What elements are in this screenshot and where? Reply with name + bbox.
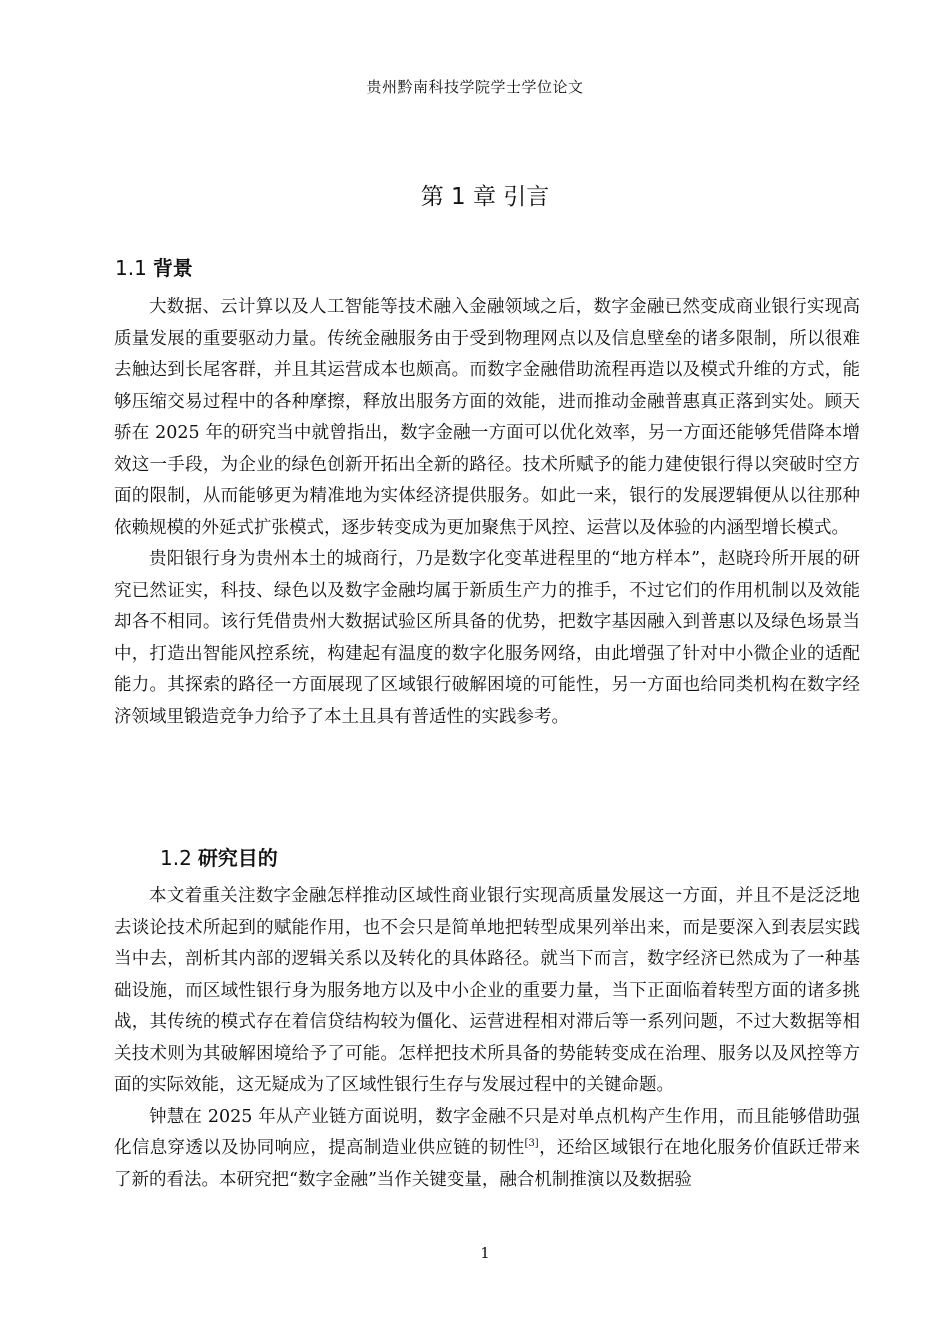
running-header: 贵州黔南科技学院学士学位论文: [366, 78, 584, 96]
citation-reference: [3]: [524, 1138, 539, 1149]
paragraph-text: 钟慧在 2025 年从产业链方面说明，数字金融不只是对单点机构产生作用，而且能够借助强化信息穿透以及协同响应，提高制造业供应链的韧性: [114, 1106, 860, 1158]
paragraph: 大数据、云计算以及人工智能等技术融入金融领域之后，数字金融已然变成商业银行实现高质量发展的重要驱动力量。传统金融服务由于受到物理网点以及信息壁垒的诸多限制，所以很难去触达到长尾客群，并且其运营成本也颇高。而数字金融借助流程再造以及模式升维的方式，能够压缩交易过程中的各种摩擦，释放出服务方面的效能，进而推动金融普惠真正落到实处。顾天骄在 2025 年的研究当中就曾指出，数字金融一方面可以优化效率，另一方面还能够凭借降本增效这一手段，为企业的绿色创新开拓出全新的路径。技术所赋予的能力建使银行得以突破时空方面的限制，从而能够更为精准地为实体经济提供服务。如此一来，银行的发展逻辑便从以往那种依赖规模的外延式扩张模式，逐步转变成为更加聚焦于风控、运营以及体验的内涵型增长模式。: [114, 297, 860, 538]
section-number: 1.2: [160, 846, 192, 870]
section-heading-purpose: [160, 842, 278, 871]
section-title: 研究目的: [197, 846, 278, 870]
section-heading-background: [115, 252, 193, 281]
chapter-title: 第 1 章 引言: [420, 184, 550, 210]
paragraph-text: ，还给区域银行在地化服务价值跃迁带来了新的看法。本研究把“数字金融”当作关键变量，融合机制推演以及数据验: [114, 1138, 861, 1190]
section-number: 1.1: [115, 256, 147, 280]
paragraph-with-citation: [114, 1102, 860, 1197]
section-body-background: [114, 292, 860, 733]
paragraph: 本文着重关注数字金融怎样推动区域性商业银行实现高质量发展这一方面，并且不是泛泛地去谈论技术所起到的赋能作用，也不会只是简单地把转型成果列举出来，而是要深入到表层实践当中去，剖析其内部的逻辑关系以及转化的具体路径。就当下而言，数字经济已然成为了一种基础设施，而区域性银行身为服务地方以及中小企业的重要力量，当下正面临着转型方面的诸多挑战，其传统的模式存在着信贷结构较为僵化、运营进程相对滞后等一系列问题，不过大数据等相关技术则为其破解困境给予了可能。怎样把技术所具备的势能转变成在治理、服务以及风控等方面的实际效能，这无疑成为了区域性银行生存与发展过程中的关键命题。: [114, 886, 860, 1095]
section-title: 背景: [152, 256, 193, 280]
paragraph: 贵阳银行身为贵州本土的城商行，乃是数字化变革进程里的“地方样本”，赵晓玲所开展的研究已然证实，科技、绿色以及数字金融均属于新质生产力的推手，不过它们的作用机制以及效能却各不相同。该行凭借贵州大数据试验区所具备的优势，把数字基因融入到普惠以及绿色场景当中，打造出智能风控系统，构建起有温度的数字化服务网络，由此增强了针对中小微企业的适配能力。其探索的路径一方面展现了区域银行破解困境的可能性，另一方面也给同类机构在数字经济领域里锻造竞争力给予了本土且具有普适性的实践参考。: [114, 549, 860, 727]
page-number: 1: [480, 1244, 490, 1262]
section-body-purpose: [114, 881, 860, 1196]
